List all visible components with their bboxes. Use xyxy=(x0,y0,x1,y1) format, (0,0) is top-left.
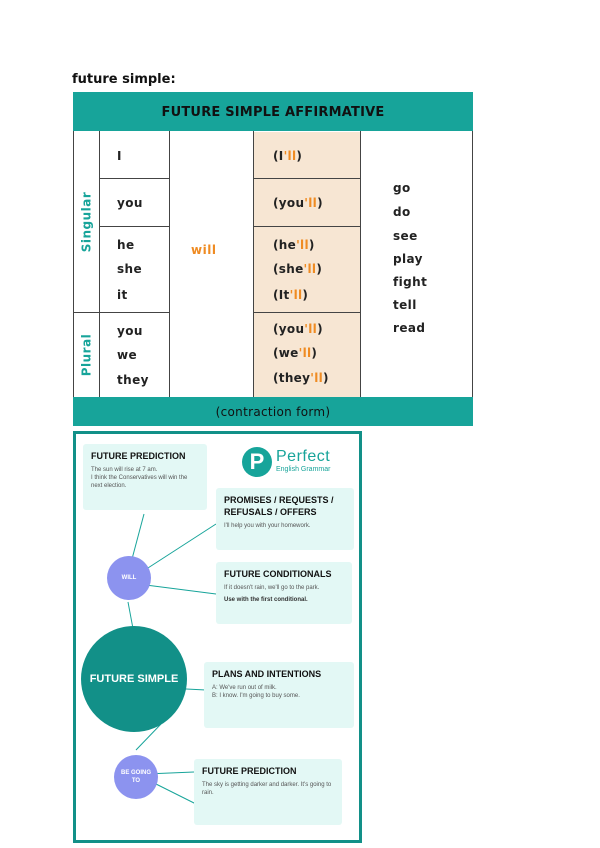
pronoun-cell: it xyxy=(117,288,128,302)
pronoun-cell: you xyxy=(117,196,143,210)
pronoun-cell: they xyxy=(117,373,149,387)
table-divider xyxy=(99,226,169,227)
card-plans-intentions xyxy=(204,662,354,728)
card-note: Use with the first conditional. xyxy=(224,597,308,603)
verb-item: fight xyxy=(393,275,428,289)
card-future-conditionals xyxy=(216,562,352,624)
verb-item: go xyxy=(393,181,411,195)
contraction-cell: (he'll) xyxy=(273,238,315,252)
card-title: FUTURE PREDICTION xyxy=(202,766,297,776)
auxiliary-will: will xyxy=(191,243,217,257)
contraction-cell: (you'll) xyxy=(273,196,323,210)
card-body: The sun will rise at 7 am. I think the Conservatives will win the next election. xyxy=(91,467,188,489)
card-body: A: We've run out of milk. B: I know. I'm going to buy some. xyxy=(212,685,300,699)
card-title: PLANS AND INTENTIONS xyxy=(212,669,322,679)
will-node: WILL xyxy=(107,556,151,600)
pronoun-cell: you xyxy=(117,324,143,338)
table-divider xyxy=(253,131,254,397)
singular-label: Singular xyxy=(79,191,93,252)
verb-item: read xyxy=(393,321,426,335)
pronoun-cell: we xyxy=(117,348,138,362)
card-promises xyxy=(216,488,354,550)
table-divider xyxy=(253,178,360,179)
going-to-node: BE GOING TO xyxy=(114,755,158,799)
page-heading: future simple: xyxy=(72,72,176,87)
logo-mark: P xyxy=(242,447,272,477)
contraction-cell: (they'll) xyxy=(273,371,329,385)
contraction-cell: (you'll) xyxy=(273,322,323,336)
pronoun-cell: he xyxy=(117,238,135,252)
card-title: PROMISES / REQUESTS / REFUSALS / OFFERS xyxy=(224,495,334,517)
card-body: I'll help you with your homework. xyxy=(224,523,311,529)
future-simple-table xyxy=(73,92,473,426)
logo-subtitle: English Grammar xyxy=(276,466,331,473)
table-title: FUTURE SIMPLE AFFIRMATIVE xyxy=(73,92,473,131)
contraction-cell: (she'll) xyxy=(273,262,323,276)
verb-item: tell xyxy=(393,298,417,312)
pronoun-cell: I xyxy=(117,149,122,163)
table-divider xyxy=(360,131,361,397)
table-divider xyxy=(253,312,360,313)
verb-item: see xyxy=(393,229,418,243)
card-title: FUTURE CONDITIONALS xyxy=(224,569,332,579)
table-footer: (contraction form) xyxy=(73,397,473,426)
verb-item: do xyxy=(393,205,411,219)
card-future-prediction-going-to xyxy=(194,759,342,825)
card-body: The sky is getting darker and darker. It's going to rain. xyxy=(202,782,332,796)
card-title: FUTURE PREDICTION xyxy=(91,451,186,461)
table-border-right xyxy=(472,131,473,397)
logo-title: Perfect xyxy=(276,448,331,465)
verb-item: play xyxy=(393,252,423,266)
card-future-prediction xyxy=(83,444,207,510)
table-divider xyxy=(99,131,100,397)
contraction-cell: (It'll) xyxy=(273,288,309,302)
pronoun-cell: she xyxy=(117,262,143,276)
contraction-cell: (I'll) xyxy=(273,149,303,163)
plural-label: Plural xyxy=(79,333,93,376)
table-divider xyxy=(253,226,360,227)
future-simple-infographic xyxy=(73,431,362,843)
contraction-cell: (we'll) xyxy=(273,346,318,360)
table-divider xyxy=(99,178,169,179)
card-body: If it doesn't rain, we'll go to the park. xyxy=(224,585,320,591)
table-divider xyxy=(169,131,170,397)
center-node: FUTURE SIMPLE xyxy=(81,626,187,732)
perfect-english-grammar-logo xyxy=(242,447,352,477)
